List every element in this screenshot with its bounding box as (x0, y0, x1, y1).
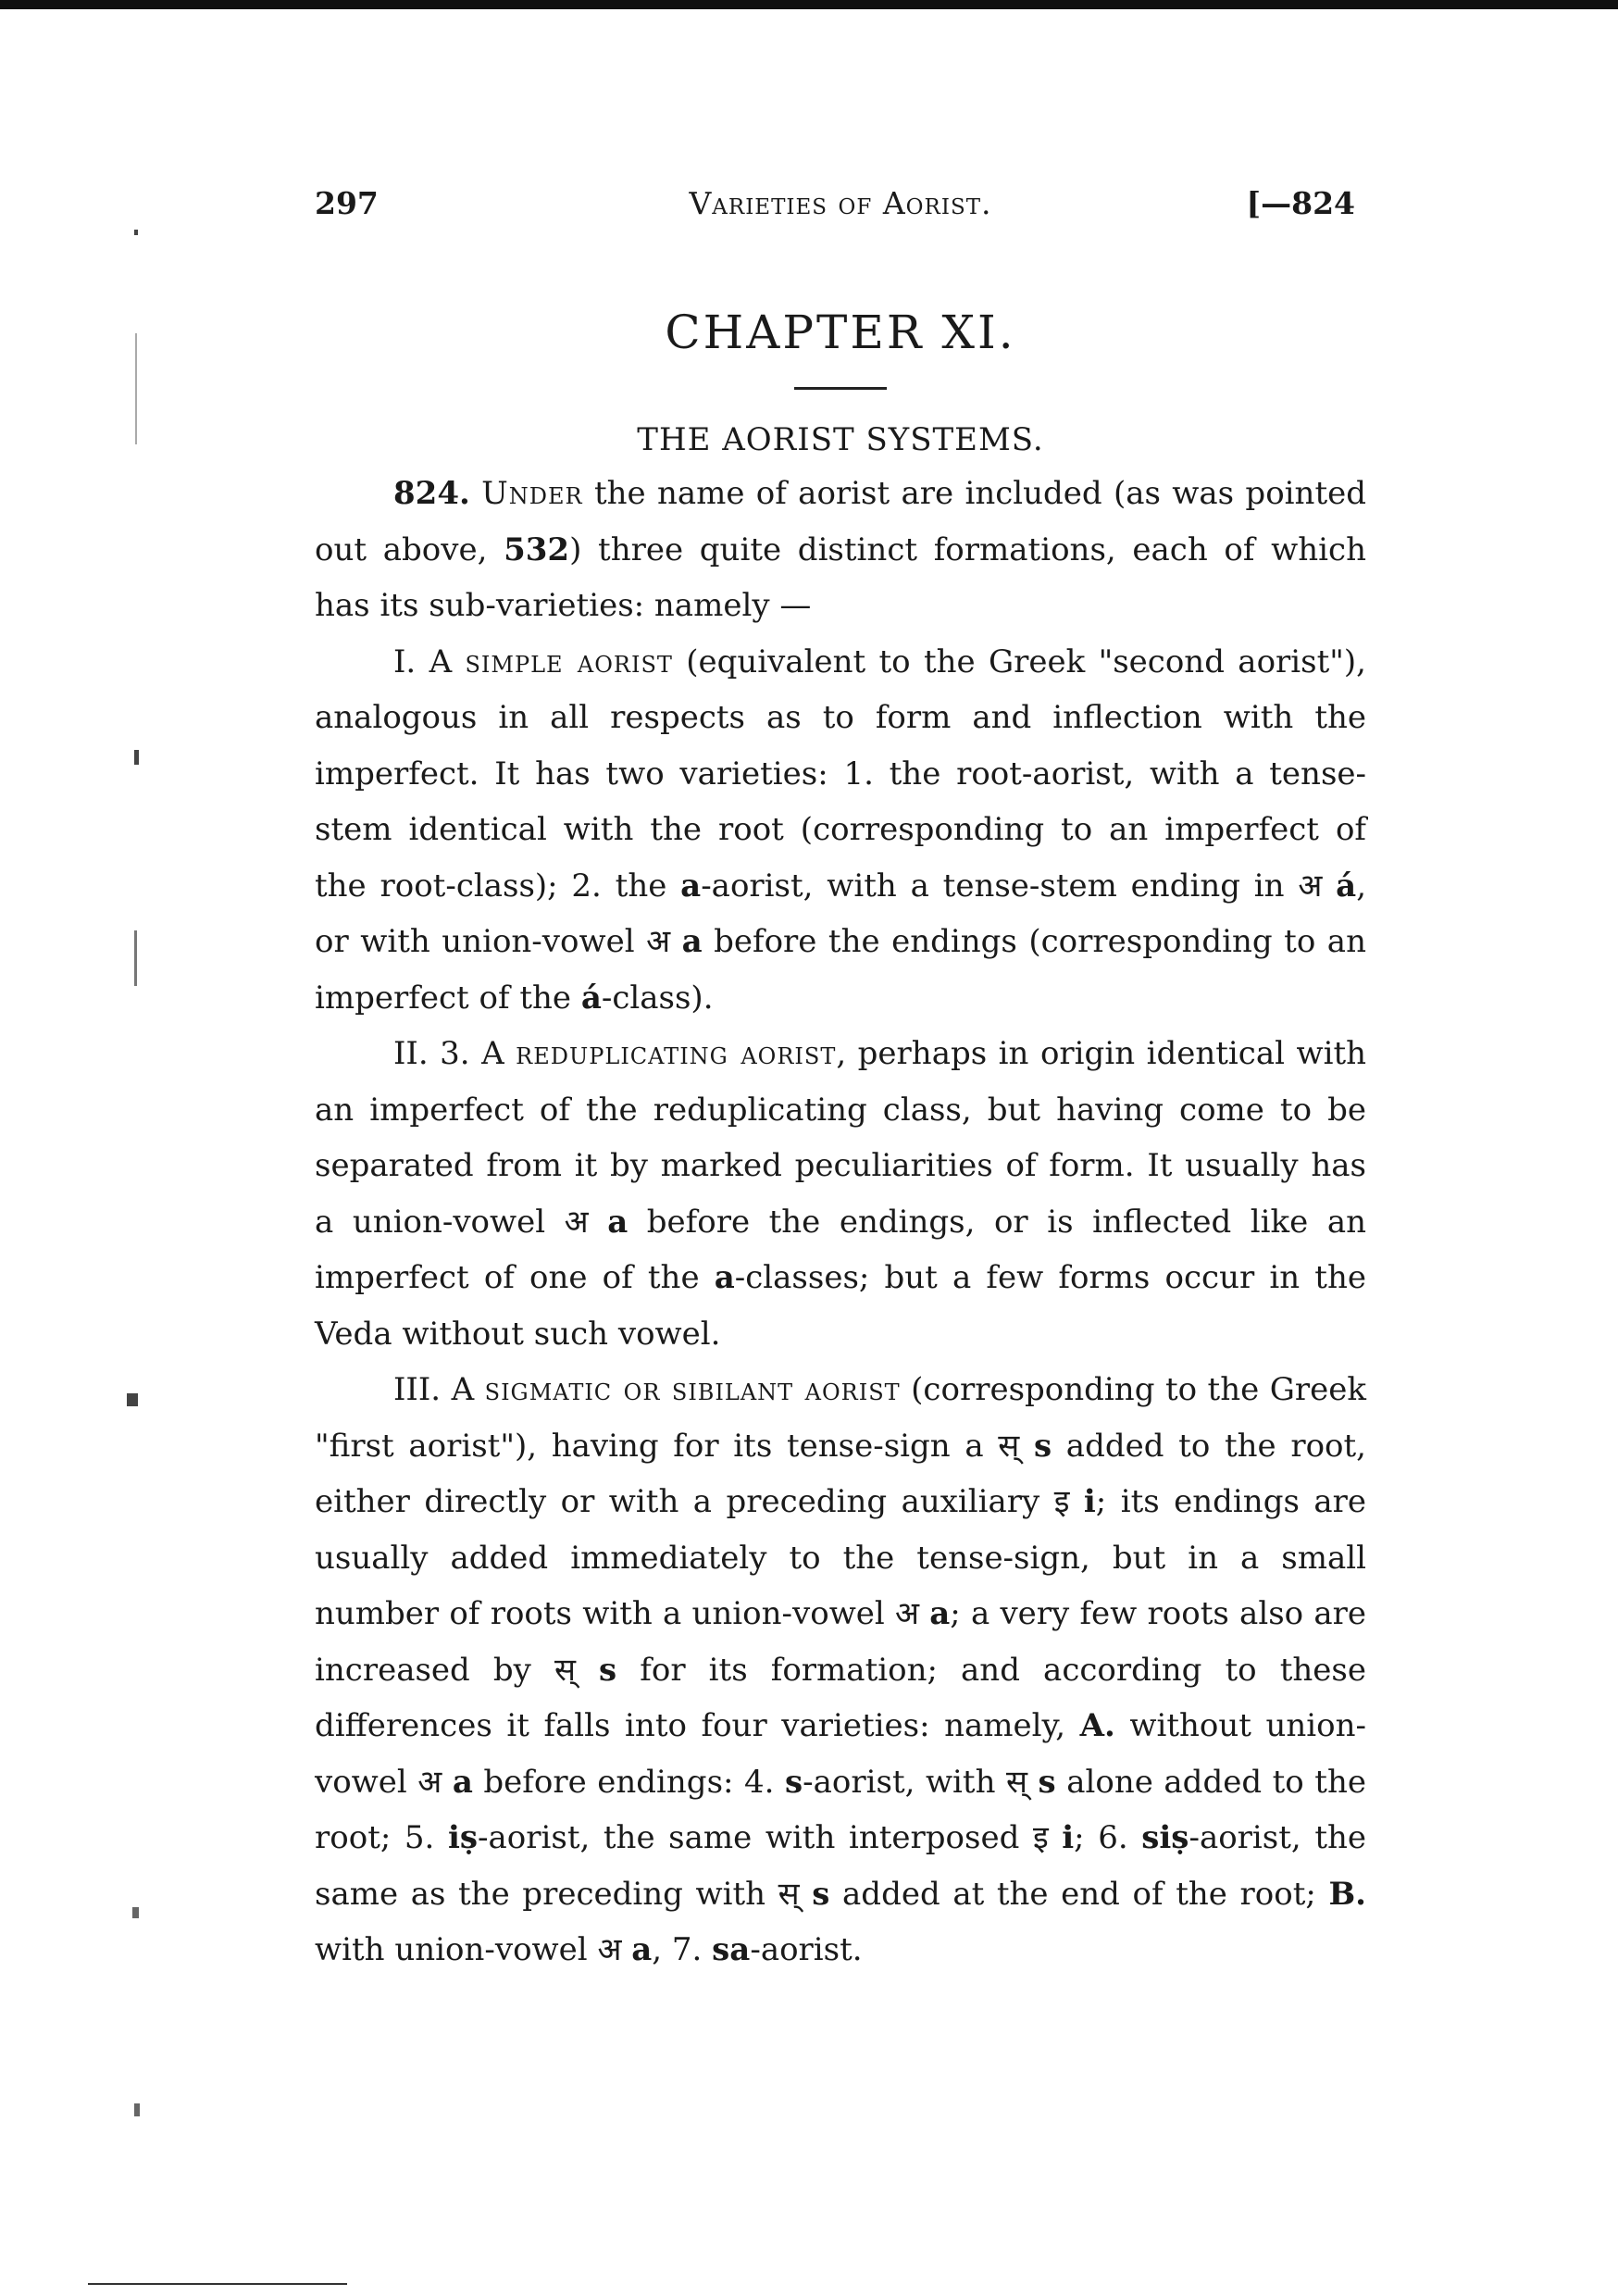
page-number: 297 (315, 185, 379, 221)
chapter-title: CHAPTER XI. (665, 306, 1016, 359)
margin-speck (134, 930, 137, 986)
section-title: THE AORIST SYSTEMS. (637, 421, 1044, 458)
running-title: Varieties of Aorist. (689, 185, 992, 221)
book-page (315, 185, 1366, 1978)
running-head (315, 185, 1366, 231)
paragraph-824: 824. Under the name of aorist are included (as was pointed out above, 532) three quite distinct formations, each of which has its sub-varieties: namely — (315, 475, 1366, 624)
paragraph-sigmatic-aorist: III. A sigmatic or sibilant aorist (corresponding to the Greek "first aorist"), having for its tense-sign a स् s added to the root, either directly or with a preceding auxiliary इ i; its endings are usually added immediately to the tense-sign, but in a small number of roots with a union-vowel अ a; a very few roots also are increased by स् s for its formation; and according to these differences it falls into four varieties: namely, A. without union-vowel अ a before endings: 4. s-aorist, with स् s alone added to the root; 5. iṣ-aorist, the same with interposed इ i; 6. siṣ-aorist, the same as the preceding with स् s added at the end of the root; B. with union-vowel अ a, 7. sa-aorist. (315, 1371, 1367, 1968)
paragraph-simple-aorist: I. A simple aorist (equivalent to the Greek "second aorist"), analogous in all respects as to form and inflection with the imperfect. It has two varieties: 1. the root-aorist, with a tense-stem identical with the root (corresponding to an imperfect of the root-class); 2. the a-aorist, with a tense-stem ending in अ á, or with union-vowel अ a before the endings (corresponding to an imperfect of the á-class). (315, 643, 1366, 1017)
section-reference: [—824 (1246, 185, 1355, 221)
term: sigmatic or sibilant aorist (484, 1371, 901, 1408)
margin-speck (132, 1907, 139, 1918)
lead-word: Under (481, 475, 583, 512)
paragraph-number: 824. (393, 475, 470, 512)
top-scan-edge (0, 0, 1618, 9)
bottom-scan-edge (88, 2283, 347, 2285)
term: simple aorist (465, 643, 673, 680)
margin-speck (134, 230, 138, 235)
paragraph-reduplicating-aorist: II. 3. A reduplicating aorist, perhaps in origin identical with an imperfect of the reduplicating class, but having come to be separated from it by marked peculiarities of form. It usually has a union-vowel अ a before the endings, or is inflected like an imperfect of one of the a-classes; but a few forms occur in the Veda without such vowel. (315, 1035, 1367, 1353)
chapter-divider (794, 387, 887, 390)
term: reduplicating aorist (516, 1035, 837, 1072)
margin-speck (127, 1393, 138, 1406)
cross-reference: 532 (504, 530, 570, 568)
margin-speck (135, 333, 137, 444)
margin-speck (134, 2103, 140, 2116)
margin-speck (134, 750, 139, 765)
